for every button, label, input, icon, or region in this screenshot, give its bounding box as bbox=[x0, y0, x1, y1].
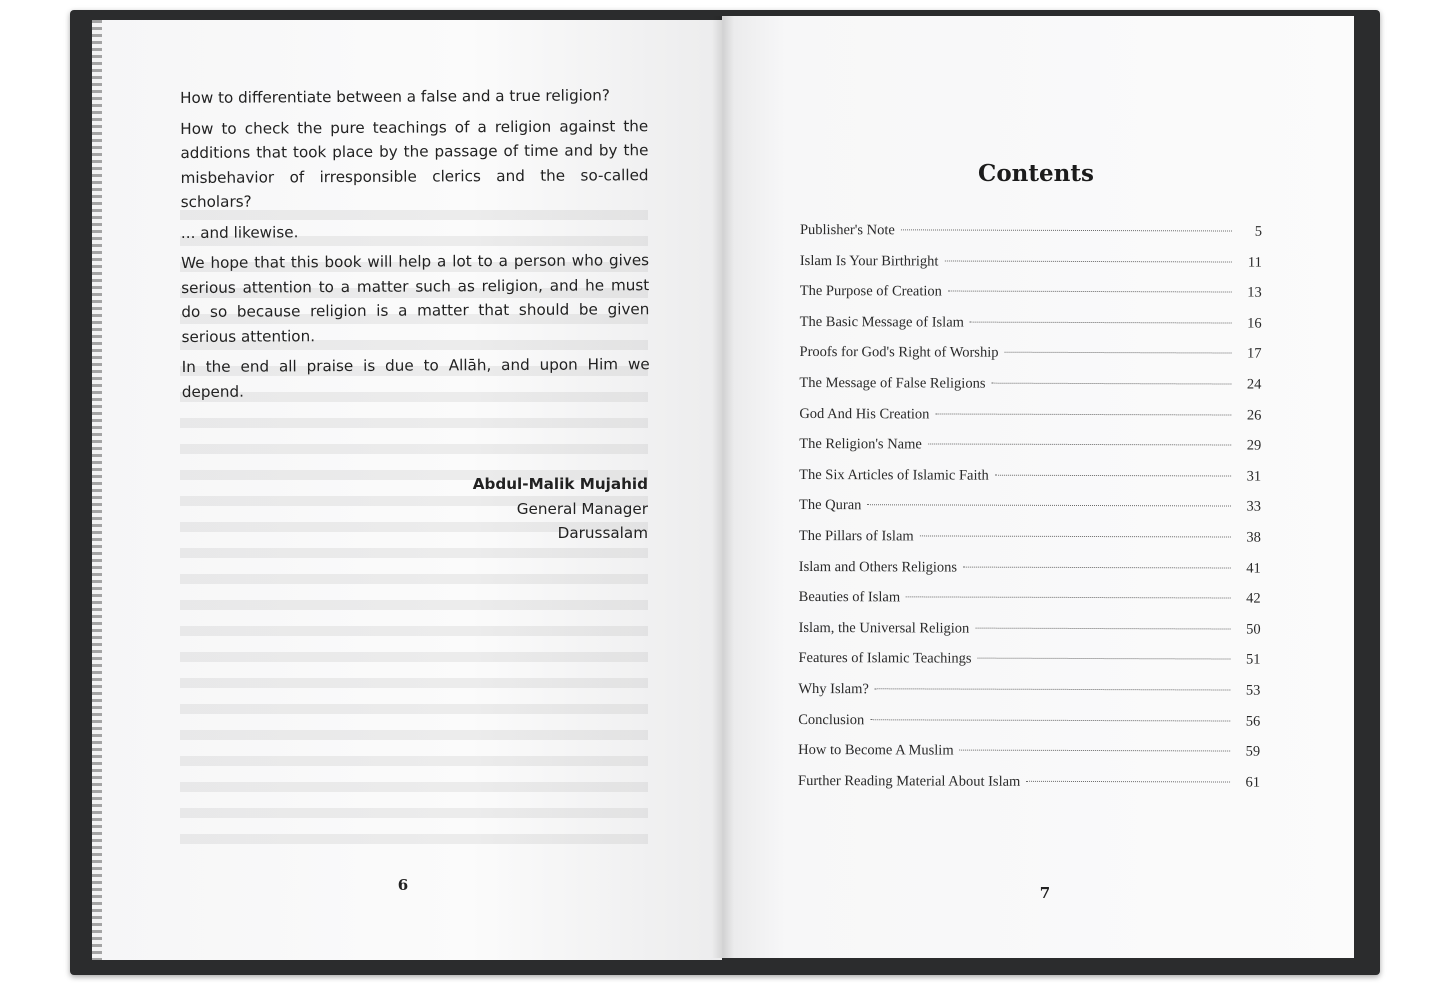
toc-entry bbox=[798, 650, 1260, 682]
paragraph: ... and likewise. bbox=[180, 222, 299, 242]
toc-entry bbox=[799, 559, 1261, 591]
toc-entry-page: 29 bbox=[1246, 437, 1262, 454]
toc-entry-page: 51 bbox=[1245, 651, 1261, 668]
signature-title: General Manager bbox=[516, 499, 648, 518]
toc-leader-dots bbox=[901, 229, 1232, 231]
page-number-right: 7 bbox=[1039, 884, 1051, 902]
paragraph: How to differentiate between a false and a true religion? bbox=[180, 86, 610, 107]
toc-entry-page: 59 bbox=[1245, 743, 1261, 760]
toc-entry-label: God And His Creation bbox=[799, 405, 930, 423]
toc-leader-dots bbox=[867, 505, 1231, 507]
toc-entry-page: 31 bbox=[1246, 468, 1262, 485]
paragraph: How to check the pure teachings of a religion against the additions that took place by the passage of time and by the misbehavior of irresponsible clerics and the so-called scholars? bbox=[180, 116, 649, 211]
toc-entry-page: 13 bbox=[1247, 284, 1262, 301]
toc-entry-label: The Basic Message of Islam bbox=[799, 313, 964, 331]
toc-entry-label: Features of Islamic Teachings bbox=[798, 650, 972, 667]
toc-leader-dots bbox=[875, 688, 1231, 690]
toc-entry-page: 26 bbox=[1246, 407, 1262, 424]
toc-entry-label: The Quran bbox=[798, 497, 862, 514]
toc-entry-label: Beauties of Islam bbox=[798, 589, 901, 606]
toc-leader-dots bbox=[870, 719, 1230, 721]
toc-entry-label: Publisher's Note bbox=[799, 222, 895, 239]
toc-entry bbox=[800, 253, 1262, 285]
table-of-contents bbox=[798, 222, 1262, 805]
toc-leader-dots bbox=[991, 383, 1231, 385]
toc-entry bbox=[799, 436, 1261, 468]
toc-entry bbox=[798, 742, 1260, 774]
toc-entry bbox=[798, 681, 1260, 713]
toc-entry bbox=[799, 620, 1261, 652]
toc-entry-label: Conclusion bbox=[798, 711, 865, 728]
toc-entry-label: Islam and Others Religions bbox=[798, 558, 958, 576]
toc-entry-page: 61 bbox=[1245, 774, 1261, 791]
toc-entry bbox=[799, 497, 1261, 529]
toc-entry-label: The Religion's Name bbox=[799, 436, 922, 453]
toc-entry-page: 16 bbox=[1247, 315, 1262, 332]
toc-entry-page: 38 bbox=[1246, 529, 1261, 546]
toc-entry-page: 5 bbox=[1254, 223, 1262, 240]
page-number-left: 6 bbox=[397, 876, 409, 894]
toc-entry-page: 41 bbox=[1246, 560, 1261, 577]
toc-entry bbox=[799, 589, 1261, 621]
toc-leader-dots bbox=[928, 444, 1231, 446]
toc-entry-label: The Six Articles of Islamic Faith bbox=[799, 466, 989, 484]
toc-leader-dots bbox=[935, 413, 1231, 415]
contents-title: Contents bbox=[978, 160, 1094, 187]
toc-entry-label: Islam Is Your Birthright bbox=[799, 252, 939, 270]
signature-block bbox=[420, 472, 648, 546]
toc-entry bbox=[799, 467, 1261, 499]
toc-entry-label: Why Islam? bbox=[798, 680, 869, 698]
toc-entry-page: 42 bbox=[1246, 590, 1261, 607]
toc-entry-label: How to Become A Muslim bbox=[798, 742, 954, 759]
toc-entry bbox=[799, 375, 1261, 407]
toc-leader-dots bbox=[920, 535, 1231, 537]
toc-leader-dots bbox=[978, 658, 1231, 660]
spine-shadow bbox=[712, 16, 734, 958]
toc-leader-dots bbox=[906, 596, 1231, 598]
spiral-binding bbox=[92, 20, 102, 960]
toc-entry-label: Proofs for God's Right of Worship bbox=[799, 344, 999, 362]
toc-entry-page: 17 bbox=[1247, 345, 1262, 362]
toc-leader-dots bbox=[1004, 352, 1231, 354]
toc-entry bbox=[799, 406, 1261, 438]
toc-leader-dots bbox=[1026, 780, 1230, 782]
toc-entry-page: 56 bbox=[1245, 713, 1261, 730]
signature-org: Darussalam bbox=[557, 524, 648, 542]
toc-leader-dots bbox=[995, 474, 1231, 476]
toc-entry-label: The Pillars of Islam bbox=[798, 527, 914, 545]
paragraph: We hope that this book will help a lot to a person who gives serious attention to a matter such as religion, and he must do so because religion is a matter that should be given serious attention. bbox=[181, 251, 650, 346]
toc-entry-label: The Message of False Religions bbox=[799, 374, 986, 392]
left-page-text bbox=[180, 83, 650, 410]
toc-entry bbox=[798, 711, 1260, 743]
toc-leader-dots bbox=[948, 291, 1232, 293]
signature-name: Abdul-Malik Mujahid bbox=[472, 475, 648, 493]
toc-entry-page: 11 bbox=[1247, 254, 1262, 271]
toc-entry bbox=[799, 528, 1261, 560]
toc-entry-page: 53 bbox=[1245, 682, 1261, 699]
toc-entry-label: Islam, the Universal Religion bbox=[798, 619, 970, 637]
toc-entry bbox=[798, 773, 1260, 805]
toc-leader-dots bbox=[975, 627, 1230, 629]
paragraph: In the end all praise is due to Allāh, and upon Him we depend. bbox=[181, 355, 650, 401]
toc-entry-page: 50 bbox=[1246, 621, 1261, 638]
toc-entry-page: 24 bbox=[1246, 376, 1262, 393]
toc-leader-dots bbox=[960, 750, 1231, 752]
toc-leader-dots bbox=[944, 260, 1231, 262]
toc-leader-dots bbox=[963, 566, 1231, 568]
toc-entry bbox=[800, 283, 1262, 315]
toc-entry bbox=[800, 314, 1262, 346]
toc-entry-page: 33 bbox=[1246, 498, 1262, 515]
toc-entry bbox=[799, 344, 1261, 376]
toc-entry-label: The Purpose of Creation bbox=[799, 283, 942, 300]
toc-entry-label: Further Reading Material About Islam bbox=[798, 772, 1021, 790]
toc-leader-dots bbox=[970, 321, 1232, 323]
toc-entry bbox=[800, 222, 1262, 254]
